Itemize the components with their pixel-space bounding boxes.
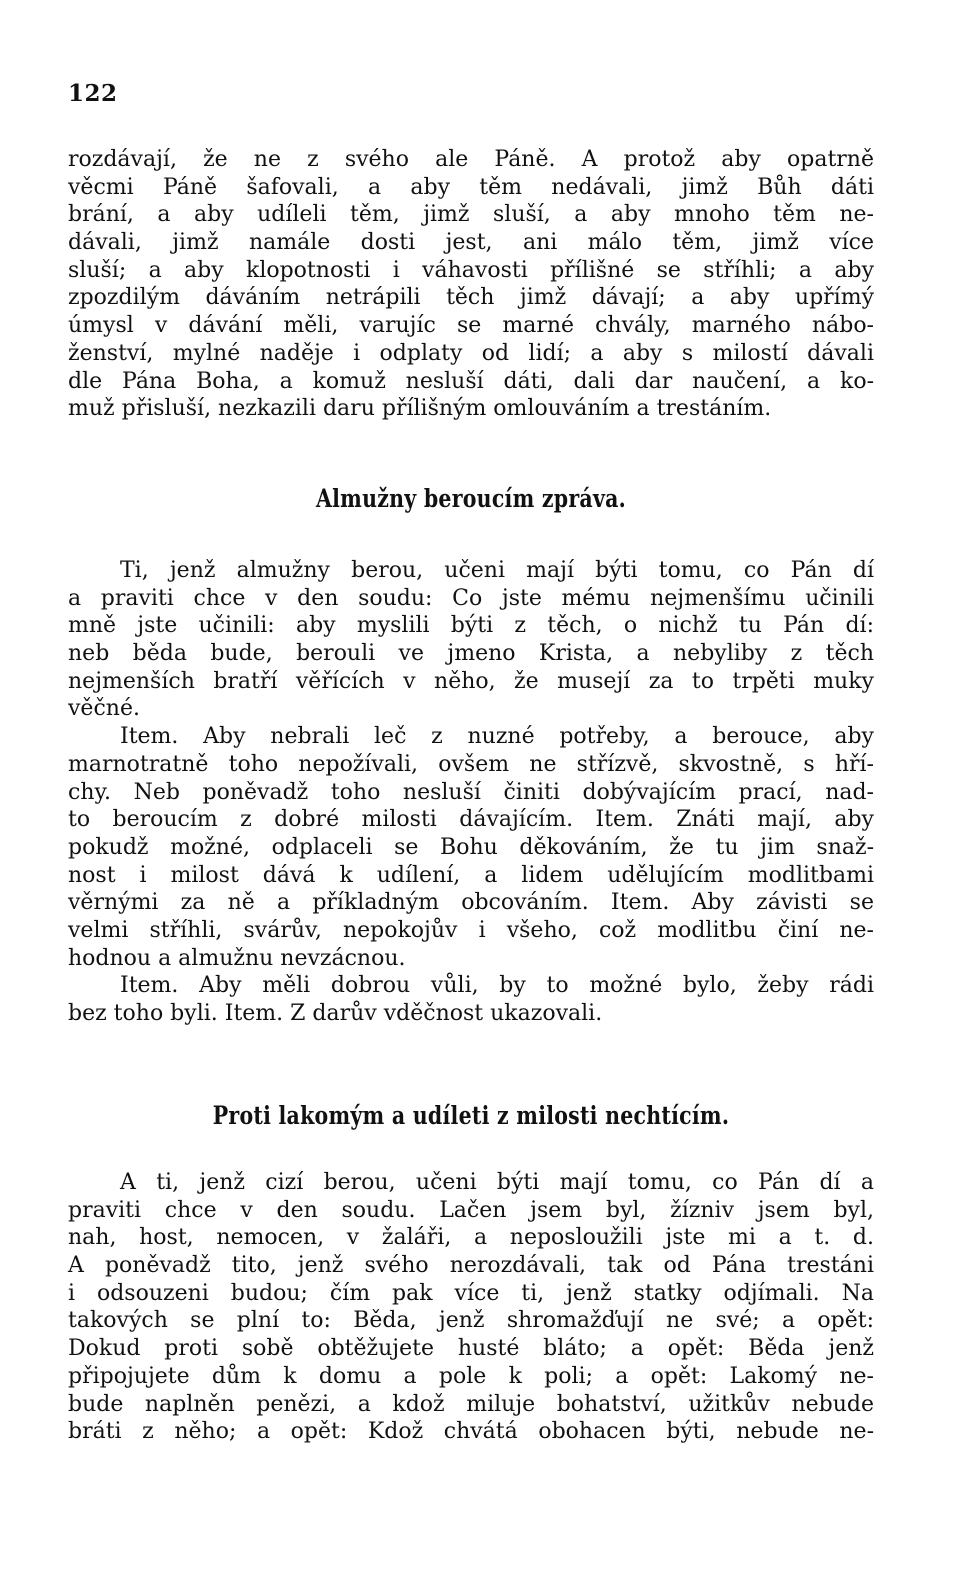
page-number: 122 — [68, 80, 118, 107]
text-line: muž přisluší, nezkazili daru přílišným omlouváním a trestáním. — [68, 396, 772, 422]
text-line: nah, host, nemocen, v žaláři, a neposloužili jste mi a t. d. — [68, 1225, 874, 1251]
text-line: dle Pána Boha, a komuž nesluší dáti, dali dar naučení, a ko- — [68, 368, 874, 394]
text-line: velmi stříhli, svárův, nepokojův i všeho, což modlitbu činí ne- — [68, 917, 874, 943]
text-line: věrnými za ně a příkladným obcováním. Item. Aby závisti se — [68, 890, 874, 916]
text-line: připojujete dům k domu a pole k poli; a opět: Lakomý ne- — [68, 1363, 874, 1389]
text-line: A poněvadž tito, jenž svého nerozdávali, tak od Pána trestáni — [68, 1253, 874, 1279]
text-line: dávali, jimž namále dosti jest, ani málo těm, jimž více — [68, 230, 874, 256]
text-line: bráti z něho; a opět: Kdož chvátá obohacen býti, nebude ne- — [68, 1419, 874, 1445]
text-line: Item. Aby měli dobrou vůli, by to možné bylo, žeby rádi — [120, 973, 874, 999]
text-line: Dokud proti sobě obtěžujete husté bláto; a opět: Běda jenž — [68, 1336, 874, 1362]
text-line: Ti, jenž almužny berou, učeni mají býti tomu, co Pán dí — [120, 558, 874, 583]
text-line: ženství, mylné naděje i odplaty od lidí; a aby s milostí dávali — [68, 340, 874, 366]
text-line: nost i milost dává k udílení, a lidem udělujícím modlitbami — [68, 862, 874, 888]
text-line: takových se plní to: Běda, jenž shromažďují ne své; a opět: — [68, 1308, 874, 1334]
text-line: brání, a aby udíleli těm, jimž sluší, a aby mnoho těm ne- — [68, 202, 874, 228]
text-line: rozdávají, že ne z svého ale Páně. A protož aby opatrně — [68, 147, 874, 172]
text-line: nejmenších bratří věřících v něho, že musejí za to trpěti muky — [68, 668, 874, 694]
paragraph-block-3 — [68, 1169, 874, 1446]
text-line: úmysl v dávání měli, varujíc se marné chvály, marného nábo- — [68, 313, 874, 339]
text-line: sluší; a aby klopotnosti i váhavosti přílišné se stříhli; a aby — [68, 257, 874, 283]
section-heading-1: Almužny beroucím zpráva. — [315, 484, 627, 513]
text-line: bude naplněn penězi, a kdož miluje bohatství, užitkův nebude — [68, 1391, 874, 1417]
text-line: zpozdilým dáváním netrápili těch jimž dávají; a aby upřímý — [68, 285, 874, 311]
text-line: Item. Aby nebrali leč z nuzné potřeby, a berouce, aby — [120, 724, 874, 750]
text-line: a praviti chce v den soudu: Co jste mému nejmenšímu učinili — [68, 585, 874, 611]
text-line: chy. Neb poněvadž toho nesluší činiti dobývajícím prací, nad- — [68, 779, 874, 805]
text-line: bez toho byli. Item. Z darův vděčnost ukazovali. — [68, 1001, 603, 1026]
text-line: marnotratně toho nepožívali, ovšem ne střízvě, skvostně, s hří- — [68, 751, 874, 777]
text-line: A ti, jenž cizí berou, učeni býti mají tomu, co Pán dí a — [120, 1170, 874, 1195]
text-line: věcmi Páně šafovali, a aby těm nedávali, jimž Bůh dáti — [68, 174, 874, 200]
paragraph-block-1 — [68, 146, 874, 423]
text-line: hodnou a almužnu nevzácnou. — [68, 945, 406, 971]
section-heading-2: Proti lakomým a udíleti z milosti nechtícím. — [212, 1101, 730, 1130]
text-line: praviti chce v den soudu. Lačen jsem byl, žízniv jsem byl, — [68, 1197, 874, 1223]
text-line: to beroucím z dobré milosti dávajícím. Item. Znáti mají, aby — [68, 807, 874, 833]
text-line: mně jste učinili: aby myslili býti z těch, o nichž tu Pán dí: — [68, 613, 874, 639]
text-line: pokudž možné, odplaceli se Bohu děkováním, že tu jim snaž- — [68, 834, 874, 860]
text-line: neb běda bude, berouli ve jmeno Krista, a nebyliby z těch — [68, 641, 874, 667]
paragraph-block-2 — [68, 557, 874, 1028]
text-line: i odsouzeni budou; čím pak více ti, jenž statky odjímali. Na — [68, 1280, 874, 1306]
text-line: věčné. — [68, 696, 140, 722]
